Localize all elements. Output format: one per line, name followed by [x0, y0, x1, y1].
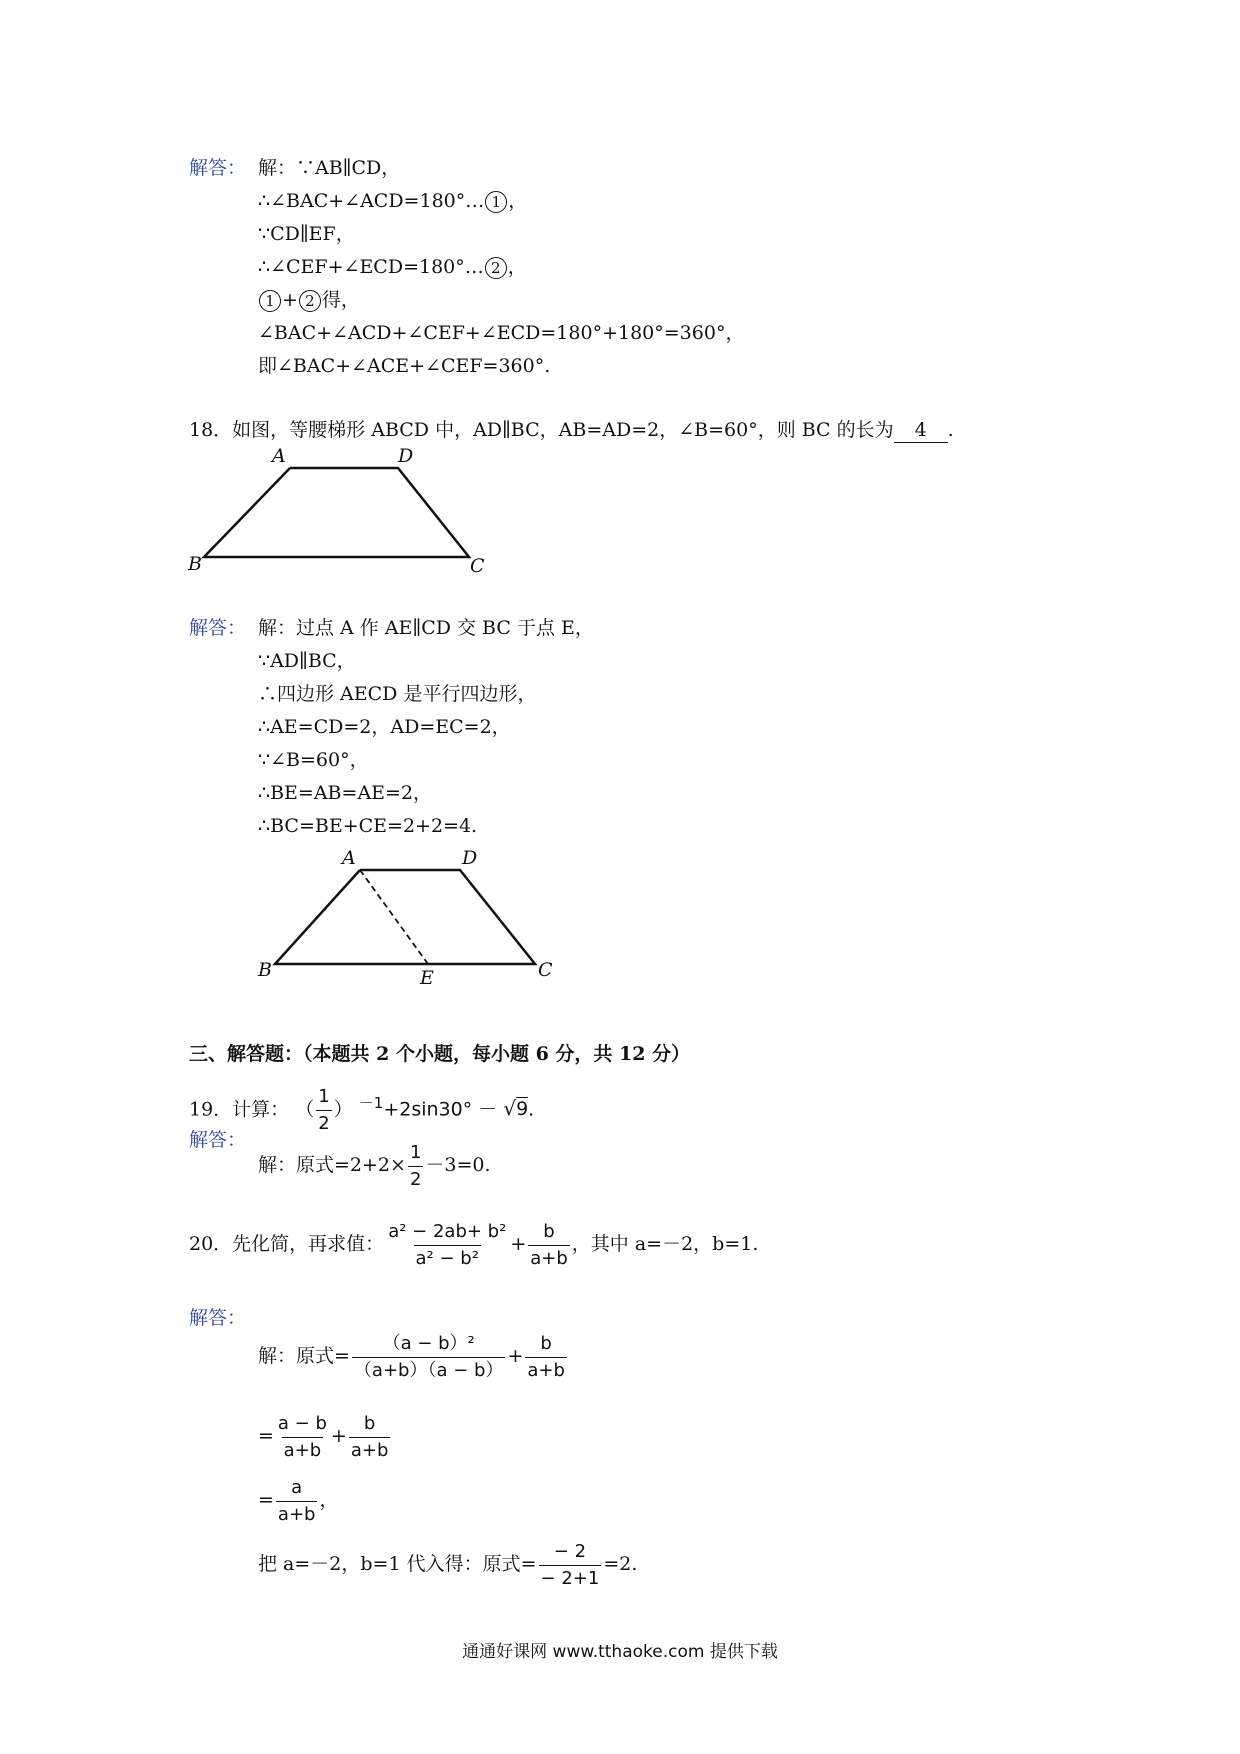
- sol20-s4-num: − 2: [553, 1540, 587, 1562]
- q19-end: .: [528, 1098, 535, 1121]
- sol17-line-2-end: ，: [508, 190, 528, 212]
- sol20-s1-prefix: 解：原式=: [258, 1345, 350, 1367]
- footer-text: 通通好课网 www.tthaoke.com 提供下载: [462, 1642, 778, 1662]
- sol20-s3-num: a: [291, 1476, 303, 1498]
- sol20-s3-eq: =: [258, 1489, 274, 1511]
- sol20-step-1: [258, 1328, 569, 1384]
- q20-f2-den: a+b: [528, 1245, 570, 1270]
- vertex-label-b: B: [188, 553, 202, 575]
- sol20-s2-num: a − b: [277, 1412, 327, 1434]
- sol20-s1-fraction-1: [352, 1333, 506, 1382]
- solution-label-18: 解答：: [189, 617, 247, 639]
- q20-f2-num: b: [543, 1220, 555, 1242]
- q18-stem-end: .: [947, 419, 954, 441]
- sol20-s1-f2-den: a+b: [525, 1357, 567, 1382]
- sol17-line-3: ∵CD∥EF，: [258, 223, 355, 245]
- q20-f1-den: a² − b²: [414, 1245, 481, 1270]
- trapezoid-outline: [204, 468, 469, 557]
- vertex-label-a: A: [272, 445, 286, 467]
- sol17-line-4: [258, 255, 527, 279]
- q20-fraction-1: [386, 1221, 508, 1270]
- vertex-label-d2: D: [462, 847, 478, 869]
- q18-answer: 4: [894, 418, 948, 443]
- q18-stem-text: 18．如图，等腰梯形 ABCD 中，AD∥BC，AB=AD=2，∠B=60°，则 BC 的长为: [189, 419, 894, 441]
- sol20-step-3: [258, 1472, 338, 1528]
- solution-label-19: 解答：: [189, 1129, 247, 1151]
- sol19-frac-num: 1: [409, 1141, 422, 1163]
- q19-rparen: ）: [333, 1098, 353, 1121]
- sol18-line-3: ∴四边形 AECD 是平行四边形，: [258, 683, 537, 705]
- sol20-s1-f2-num: b: [540, 1332, 552, 1354]
- q19-stem: [189, 1078, 535, 1134]
- sol19-frac-den: 2: [408, 1166, 423, 1191]
- circled-number-2: 2: [485, 257, 507, 279]
- q19-radicand: 9: [516, 1098, 529, 1121]
- sol20-s4-fraction: [539, 1541, 602, 1590]
- sol18-line-5: ∵∠B=60°，: [258, 749, 369, 771]
- plus-sign: +: [282, 289, 298, 311]
- sol18-line-2: ∵AD∥BC，: [258, 650, 356, 672]
- circled-number-1b: 1: [259, 290, 281, 312]
- vertex-label-a2: A: [342, 847, 356, 869]
- sqrt-symbol-icon: √: [503, 1096, 517, 1121]
- q19-rest: +2sin30° －: [383, 1098, 498, 1121]
- q18-stem: [189, 418, 954, 443]
- sol17-line-4-end: ，: [507, 256, 527, 278]
- section-3-title: 三、解答题：（本题共 2 个小题，每小题 6 分，共 12 分）: [189, 1043, 691, 1065]
- sol18-line-6: ∴BE=AB=AE=2，: [258, 782, 433, 804]
- dashed-segment-ae: [360, 870, 428, 964]
- solution-label-17: 解答：: [189, 157, 247, 179]
- sol20-s3-end: ，: [319, 1489, 339, 1511]
- vertex-label-c2: C: [538, 959, 553, 981]
- sol20-s4-end: =2.: [603, 1553, 638, 1575]
- q19-lparen: （: [295, 1098, 315, 1121]
- sol17-line-6: ∠BAC+∠ACD+∠CEF+∠ECD=180°+180°=360°，: [258, 322, 745, 344]
- sol20-s2-fraction-1: [276, 1413, 329, 1462]
- sol17-line-1: 解：∵AB∥CD，: [258, 157, 401, 179]
- circled-number-1: 1: [485, 191, 507, 213]
- sol17-line-2-text: ∴∠BAC+∠ACD=180°…: [258, 190, 485, 212]
- q20-suffix: ，其中 a=－2，b=1.: [571, 1233, 759, 1255]
- sol17-line-2: [258, 189, 527, 213]
- q20-fraction-2: [528, 1221, 570, 1270]
- sol18-line-4: ∴AE=CD=2，AD=EC=2，: [258, 716, 511, 738]
- q19-prefix: 19．计算：: [189, 1098, 290, 1121]
- sol20-s1-fraction-2: [525, 1333, 567, 1382]
- q19-power: －1: [358, 1094, 384, 1112]
- sol17-line-4-text: ∴∠CEF+∠ECD=180°…: [258, 256, 484, 278]
- q19-fraction: [316, 1086, 331, 1135]
- solution-label-20: 解答：: [189, 1307, 247, 1329]
- sol20-s2-fraction-2: [349, 1413, 391, 1462]
- sol19-line: [258, 1140, 491, 1190]
- sol20-s1-num: （a − b）²: [382, 1332, 475, 1354]
- sol20-s1-den: （a+b）（a − b）: [352, 1357, 506, 1382]
- vertex-label-c: C: [470, 555, 485, 577]
- q19-frac-den: 2: [316, 1110, 331, 1135]
- sol18-line-1: 解：过点 A 作 AE∥CD 交 BC 于点 E，: [258, 617, 594, 639]
- q20-plus: +: [510, 1233, 527, 1255]
- sol18-line-7: ∴BC=BE+CE=2+2=4.: [258, 815, 478, 837]
- sol20-s3-fraction: [276, 1477, 318, 1526]
- vertex-label-d: D: [398, 445, 414, 467]
- sol19-rest: －3=0.: [425, 1154, 491, 1176]
- q19-frac-num: 1: [318, 1085, 330, 1107]
- sol20-s2-f2-den: a+b: [349, 1437, 391, 1462]
- q20-stem: [189, 1216, 758, 1272]
- sol20-s4-den: − 2+1: [539, 1565, 602, 1590]
- q20-prefix: 20．先化简，再求值：: [189, 1233, 385, 1255]
- sol20-s2-plus: +: [330, 1425, 347, 1447]
- sol20-step-2: [258, 1408, 392, 1464]
- vertex-label-b2: B: [258, 959, 272, 981]
- sol20-s2-den: a+b: [282, 1437, 324, 1462]
- sol17-line-7: 即∠BAC+∠ACE+∠CEF=360°.: [258, 355, 551, 377]
- trapezoid-outline-2: [275, 870, 535, 964]
- sol20-s3-den: a+b: [276, 1501, 318, 1526]
- trapezoid-with-e-figure: [250, 847, 570, 990]
- sol19-fraction: [408, 1142, 423, 1191]
- sol20-s2-eq: =: [258, 1425, 274, 1447]
- sol19-prefix: 解：原式=2+2×: [258, 1154, 406, 1176]
- sol17-line-5: [258, 288, 360, 312]
- sol20-s1-plus: +: [507, 1345, 524, 1367]
- q20-f1-num: a² − 2ab+ b²: [388, 1220, 507, 1242]
- sol20-s2-f2-num: b: [363, 1412, 376, 1434]
- sol20-step-4: [258, 1536, 637, 1592]
- vertex-label-e: E: [420, 967, 434, 989]
- sol17-line-5-text: 得，: [321, 289, 360, 311]
- trapezoid-figure: [180, 446, 500, 576]
- circled-number-2b: 2: [299, 290, 321, 312]
- sol20-s4-prefix: 把 a=－2，b=1 代入得：原式=: [258, 1553, 537, 1575]
